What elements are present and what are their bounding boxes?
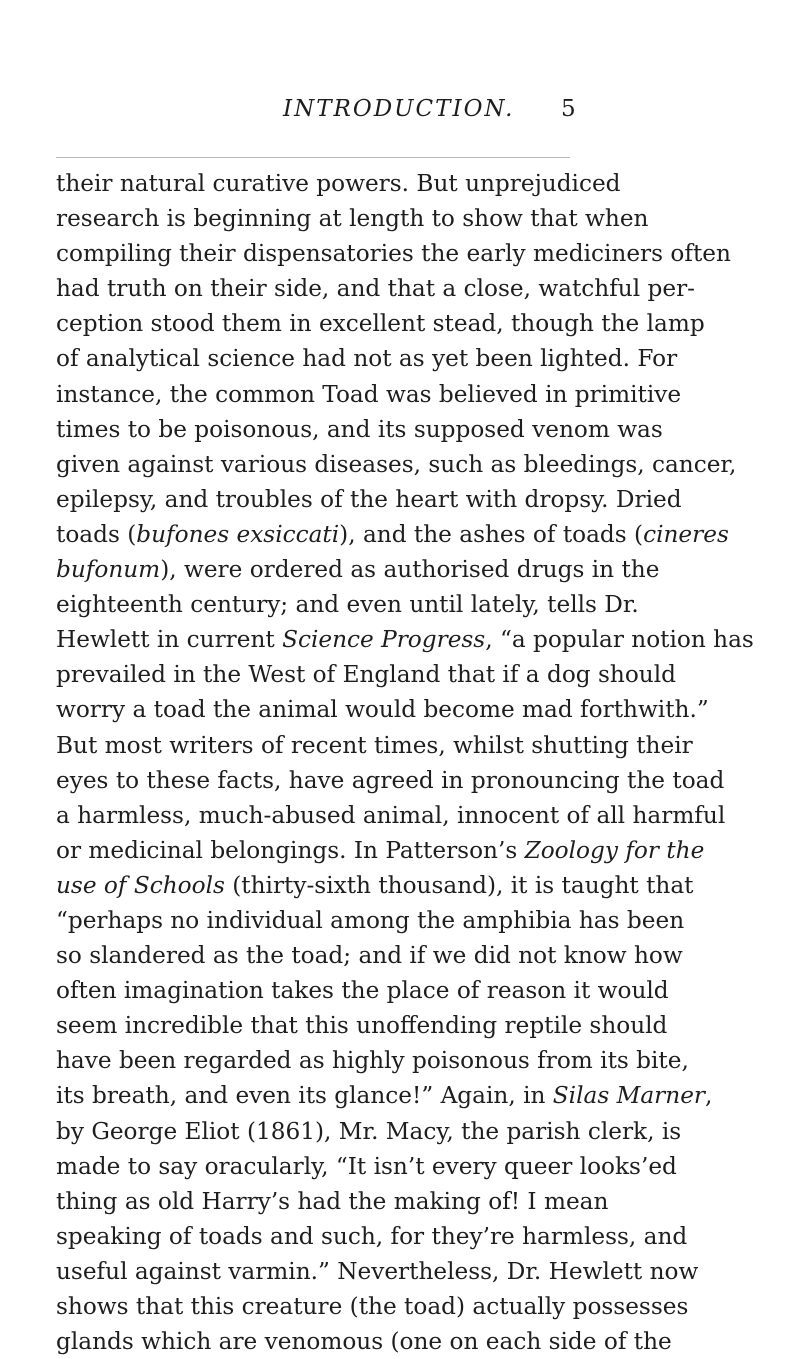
text-segment: But most writers of recent times, whilst shutting their — [56, 731, 693, 759]
text-line — [56, 1254, 699, 1289]
text-line — [56, 622, 754, 657]
text-segment: useful against varmin.” Nevertheless, Dr. Hewlett now — [56, 1257, 699, 1285]
text-line — [56, 938, 683, 973]
text-line — [56, 1149, 677, 1184]
text-line — [56, 798, 726, 833]
text-line — [56, 236, 731, 271]
text-segment: a harmless, much-abused animal, innocent of all harmful — [56, 801, 726, 829]
text-line — [56, 271, 696, 306]
text-segment: “perhaps no individual among the amphibia has been — [56, 906, 685, 934]
body-text — [56, 166, 754, 1359]
text-segment: speaking of toads and such, for they’re harmless, and — [56, 1222, 688, 1250]
text-line — [56, 587, 639, 622]
text-segment: prevailed in the West of England that if a dog should — [56, 661, 676, 689]
text-line — [56, 306, 705, 341]
italic-text: bufones exsiccati — [136, 520, 340, 548]
text-segment: its breath, and even its glance!” Again, in — [56, 1082, 553, 1110]
italic-text: Zoology for the — [524, 836, 705, 864]
text-segment: seem incredible that this unoffending reptile should — [56, 1012, 668, 1040]
text-segment: research is beginning at length to show that when — [56, 205, 649, 233]
text-line — [56, 728, 693, 763]
text-segment: , “a popular notion has — [485, 626, 754, 654]
text-segment: eighteenth century; and even until lately, tells Dr. — [56, 591, 639, 619]
text-line — [56, 1324, 672, 1359]
text-segment: , — [705, 1082, 713, 1110]
text-line — [56, 1114, 682, 1149]
page-number: 5 — [561, 96, 576, 122]
text-line — [56, 201, 649, 236]
text-line — [56, 552, 660, 587]
text-segment: have been regarded as highly poisonous from its bite, — [56, 1047, 689, 1075]
text-segment: of analytical science had not as yet been lighted. For — [56, 345, 678, 373]
text-segment: Hewlett in current — [56, 626, 283, 654]
text-segment: had truth on their side, and that a close, watchful per- — [56, 275, 696, 303]
text-segment: or medicinal belongings. In Patterson’s — [56, 836, 525, 864]
running-head — [0, 96, 800, 126]
text-line — [56, 1219, 688, 1254]
text-segment: thing as old Harry’s had the making of! I mean — [56, 1187, 609, 1215]
text-segment: given against various diseases, such as bleedings, cancer, — [56, 450, 737, 478]
text-segment: glands which are venomous (one on each side of the — [56, 1328, 672, 1356]
italic-text: Silas Marner — [552, 1082, 705, 1110]
text-line — [56, 377, 682, 412]
text-line — [56, 763, 725, 798]
text-line — [56, 1184, 609, 1219]
running-head-title: INTRODUCTION. — [283, 96, 515, 122]
text-segment: epilepsy, and troubles of the heart with dropsy. Dried — [56, 485, 682, 513]
text-line — [56, 166, 621, 201]
text-segment: eyes to these facts, have agreed in pronouncing the toad — [56, 766, 725, 794]
text-segment: (thirty-sixth thousand), it is taught that — [224, 871, 694, 899]
text-segment: by George Eliot (1861), Mr. Macy, the parish clerk, is — [56, 1117, 682, 1145]
italic-text: Science Progress — [282, 626, 486, 654]
text-line — [56, 341, 678, 376]
italic-text: cineres — [643, 520, 729, 548]
text-line — [56, 517, 729, 552]
text-line — [56, 412, 663, 447]
text-segment: made to say oracularly, “It isn’t every queer looks’ed — [56, 1152, 677, 1180]
text-segment: so slandered as the toad; and if we did not know how — [56, 942, 683, 970]
text-segment: compiling their dispensatories the early mediciners often — [56, 240, 731, 268]
text-segment: toads ( — [56, 520, 137, 548]
text-line — [56, 1043, 689, 1078]
text-line — [56, 1289, 689, 1324]
text-segment: ), were ordered as authorised drugs in the — [160, 556, 660, 584]
italic-text: use of Schools — [56, 871, 225, 899]
text-segment: times to be poisonous, and its supposed venom was — [56, 415, 663, 443]
text-line — [56, 903, 685, 938]
text-line — [56, 833, 705, 868]
text-segment: often imagination takes the place of reason it would — [56, 977, 669, 1005]
text-line — [56, 868, 694, 903]
text-line — [56, 657, 676, 692]
text-line — [56, 1078, 713, 1113]
text-segment: worry a toad the animal would become mad forthwith.” — [56, 696, 709, 724]
text-segment: ception stood them in excellent stead, though the lamp — [56, 310, 705, 338]
text-line — [56, 1008, 668, 1043]
text-segment: their natural curative powers. But unprejudiced — [56, 170, 621, 197]
text-line — [56, 692, 709, 727]
header-rule — [56, 157, 570, 158]
text-segment: instance, the common Toad was believed in primitive — [56, 380, 682, 408]
text-line — [56, 973, 669, 1008]
text-segment: shows that this creature (the toad) actually possesses — [56, 1293, 689, 1320]
italic-text: bufonum — [56, 556, 161, 584]
text-line — [56, 482, 682, 517]
text-line — [56, 447, 737, 482]
text-segment: ), and the ashes of toads ( — [339, 520, 644, 548]
